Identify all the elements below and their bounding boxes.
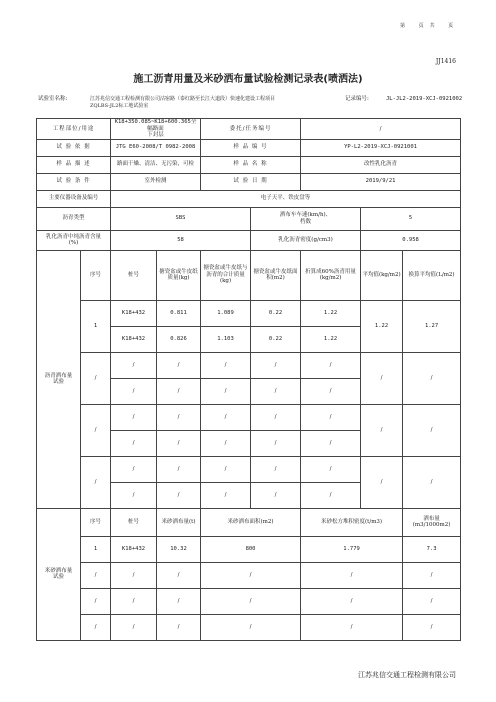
content-value: 58 — [111, 230, 251, 250]
sand-seq-cell: 1 — [81, 536, 111, 562]
sample-no-value: YP-L2-2019-XCJ-0921001 — [301, 139, 461, 156]
station-cell: / — [111, 482, 157, 508]
lab-name-line-2: ZQLBS-JL2标工地试验室 — [90, 102, 149, 109]
total-mass-cell: / — [201, 404, 251, 430]
sand-section-label-line-1: 米砂洒布量 — [44, 567, 73, 574]
sand-area-cell: / — [201, 614, 301, 640]
test-record-table — [36, 118, 461, 641]
asphalt-section-label-line-1: 沥青洒布量 — [44, 372, 73, 379]
sand-header-amount-line-2: (m3/1000m2) — [412, 522, 451, 528]
station-cell: K18+432 — [111, 300, 157, 326]
sample-no-label: 样 品 编 号 — [201, 139, 301, 156]
total-mass-cell: 1.103 — [201, 326, 251, 352]
area-cell: / — [251, 404, 301, 430]
pan-mass-cell: / — [157, 430, 201, 456]
asphalt-header-area: 搪瓷盆或牛皮纸面积(m2) — [251, 250, 301, 300]
sand-row — [37, 562, 461, 588]
content-label — [37, 230, 111, 250]
group-seq: / — [81, 404, 111, 456]
part-value — [111, 119, 201, 140]
density-value: 0.958 — [361, 230, 461, 250]
record-no: JL-JL2-2019-XCJ-0921002 — [386, 96, 463, 102]
asphalt-header-amount: 折算成60%沥青用量(kg/m2) — [301, 250, 361, 300]
date-value: 2019/9/21 — [301, 173, 461, 190]
asphalt-type-value: SBS — [111, 207, 251, 230]
cond-row — [37, 173, 461, 190]
sand-header-mass: 米砂洒布量(t) — [157, 508, 201, 536]
sand-seq-cell: / — [81, 588, 111, 614]
sand-station-cell: / — [111, 614, 157, 640]
desc-label: 样 品 描 述 — [37, 156, 111, 173]
amount-cell: 1.22 — [301, 326, 361, 352]
area-cell: / — [251, 352, 301, 378]
sand-header-station: 桩号 — [111, 508, 157, 536]
sand-station-cell: K18+432 — [111, 536, 157, 562]
sand-seq-cell: / — [81, 562, 111, 588]
station-cell: / — [111, 404, 157, 430]
sand-amount-cell: / — [403, 588, 461, 614]
lab-name — [90, 96, 340, 109]
pan-mass-cell: 0.826 — [157, 326, 201, 352]
asphalt-row — [37, 300, 461, 326]
amount-cell: / — [301, 430, 361, 456]
sand-section-label — [37, 508, 81, 640]
asphalt-header-total-mass: 搪瓷盆或牛皮纸与沥青的合计质量(kg) — [201, 250, 251, 300]
sample-name-label: 样 品 名 称 — [201, 156, 301, 173]
cond-label: 试 验 条 件 — [37, 173, 111, 190]
sand-area-cell: / — [201, 588, 301, 614]
sand-station-cell: / — [111, 588, 157, 614]
sand-station-cell: / — [111, 562, 157, 588]
content-row — [37, 230, 461, 250]
company-footer: 江苏兆信交通工程检测有限公司 — [358, 671, 456, 679]
speed-label-line-1: 洒布车车速(km/h)、 — [279, 212, 332, 218]
asphalt-header-row — [37, 250, 461, 300]
area-cell: 0.22 — [251, 326, 301, 352]
asphalt-section-label-line-2: 试验 — [52, 379, 64, 385]
station-cell: K18+432 — [111, 326, 157, 352]
page-number: 第 页共 页 — [400, 23, 460, 29]
order-label: 委托/任务编号 — [201, 119, 301, 140]
asphalt-header-avg: 平均值(kg/m2) — [361, 250, 403, 300]
pan-mass-cell: / — [157, 456, 201, 482]
group-conv-avg: / — [403, 404, 461, 456]
sand-header-seq: 序号 — [81, 508, 111, 536]
order-value: / — [301, 119, 461, 140]
basis-label: 试 验 依 据 — [37, 139, 111, 156]
amount-cell: 1.22 — [301, 300, 361, 326]
total-mass-cell: / — [201, 430, 251, 456]
pan-mass-cell: 0.811 — [157, 300, 201, 326]
station-cell: / — [111, 378, 157, 404]
pan-mass-cell: / — [157, 378, 201, 404]
equip-row — [37, 190, 461, 207]
asphalt-section-label — [37, 250, 81, 508]
group-avg: / — [361, 352, 403, 404]
equip-value: 电子天平、铁皮盘等 — [111, 190, 461, 207]
area-cell: 0.22 — [251, 300, 301, 326]
desc-value: 路面干燥、清洁、无污染，可检 — [111, 156, 201, 173]
sand-row — [37, 588, 461, 614]
asphalt-header-seq: 序号 — [81, 250, 111, 300]
lab-name-label: 试验室名称: — [38, 96, 68, 102]
asphalt-type-row — [37, 207, 461, 230]
sand-header-area: 米砂洒布面积(m2) — [201, 508, 301, 536]
content-label-line-2: (%) — [68, 240, 79, 246]
amount-cell: / — [301, 352, 361, 378]
desc-row — [37, 156, 461, 173]
speed-label — [251, 207, 361, 230]
sand-area-cell: / — [201, 562, 301, 588]
sand-section-label-line-2: 试验 — [52, 574, 64, 580]
area-cell: / — [251, 482, 301, 508]
asphalt-header-conv-avg: 换算平均值(L/m2) — [403, 250, 461, 300]
group-conv-avg: / — [403, 456, 461, 508]
area-cell: / — [251, 378, 301, 404]
group-avg: / — [361, 456, 403, 508]
asphalt-row — [37, 456, 461, 482]
page-title: 施工沥青用量及米砂洒布量试验检测记录表(喷洒法) — [133, 74, 363, 85]
cond-value: 室外检测 — [111, 173, 201, 190]
station-cell: / — [111, 430, 157, 456]
sand-header-density: 米砂松方堆积密度(t/m3) — [301, 508, 403, 536]
part-value-line-1: K18+350.085~K18+600.365全幅路面 — [114, 119, 197, 132]
sand-density-cell: / — [301, 614, 403, 640]
sand-mass-cell: / — [157, 588, 201, 614]
sand-row — [37, 536, 461, 562]
asphalt-type-label: 沥青类型 — [37, 207, 111, 230]
group-conv-avg: / — [403, 352, 461, 404]
amount-cell: / — [301, 378, 361, 404]
group-conv-avg: 1.27 — [403, 300, 461, 352]
sand-amount-cell: 7.3 — [403, 536, 461, 562]
asphalt-header-pan-mass: 搪瓷盆或牛皮纸质量(kg) — [157, 250, 201, 300]
sand-density-cell: / — [301, 588, 403, 614]
sand-area-cell: 800 — [201, 536, 301, 562]
sand-amount-cell: / — [403, 562, 461, 588]
sand-row — [37, 614, 461, 640]
amount-cell: / — [301, 404, 361, 430]
sand-header-row — [37, 508, 461, 536]
amount-cell: / — [301, 482, 361, 508]
content-label-line-1: 乳化沥青中纯沥青含量 — [46, 233, 102, 240]
sand-density-cell: 1.779 — [301, 536, 403, 562]
group-seq: / — [81, 456, 111, 508]
speed-value: 5 — [361, 207, 461, 230]
date-label: 试 验 日 期 — [201, 173, 301, 190]
asphalt-row — [37, 404, 461, 430]
group-avg: 1.22 — [361, 300, 403, 352]
pan-mass-cell: / — [157, 482, 201, 508]
pan-mass-cell: / — [157, 404, 201, 430]
speed-label-line-2: 档数 — [300, 218, 312, 225]
sand-seq-cell: / — [81, 614, 111, 640]
group-seq: / — [81, 352, 111, 404]
sample-name-value: 改性乳化沥青 — [301, 156, 461, 173]
sand-density-cell: / — [301, 562, 403, 588]
part-value-line-2: 下封层 — [147, 132, 164, 138]
total-mass-cell: / — [201, 378, 251, 404]
record-no-label: 记录编号: — [345, 96, 369, 102]
part-label: 工程部位/用途 — [37, 119, 111, 140]
station-cell: / — [111, 352, 157, 378]
sand-amount-cell: / — [403, 614, 461, 640]
asphalt-row — [37, 352, 461, 378]
sand-header-amount-line-1: 洒布量 — [423, 515, 440, 522]
sand-mass-cell: 10.32 — [157, 536, 201, 562]
equip-label: 主要仪器设备及编号 — [37, 190, 111, 207]
total-mass-cell: / — [201, 352, 251, 378]
total-mass-cell: / — [201, 456, 251, 482]
total-mass-cell: / — [201, 482, 251, 508]
lab-name-line-1: 江苏兆信交通工程检测有限公司沽宿路（泰红路至长江大道段）快速化建设工程项目 — [90, 96, 276, 102]
asphalt-header-station: 桩号 — [111, 250, 157, 300]
area-cell: / — [251, 456, 301, 482]
sand-mass-cell: / — [157, 562, 201, 588]
total-mass-cell: 1.089 — [201, 300, 251, 326]
basis-value: JTG E60-2008/T 0982-2008 — [111, 139, 201, 156]
pan-mass-cell: / — [157, 352, 201, 378]
part-row — [37, 119, 461, 140]
basis-row — [37, 139, 461, 156]
document-code: JJ1416 — [435, 58, 456, 65]
group-avg: / — [361, 404, 403, 456]
sand-header-amount — [403, 508, 461, 536]
group-seq: 1 — [81, 300, 111, 352]
station-cell: / — [111, 456, 157, 482]
density-label: 乳化沥青密度(g/cm3) — [251, 230, 361, 250]
amount-cell: / — [301, 456, 361, 482]
sand-mass-cell: / — [157, 614, 201, 640]
area-cell: / — [251, 430, 301, 456]
